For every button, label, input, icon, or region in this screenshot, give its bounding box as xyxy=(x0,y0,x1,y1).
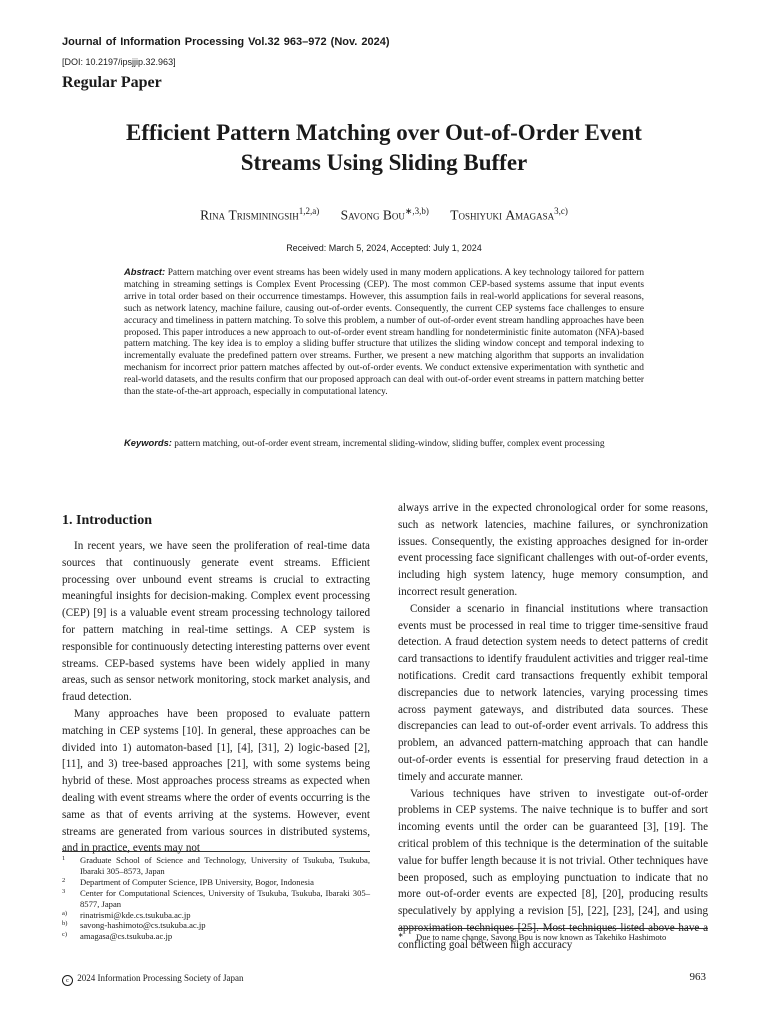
author-3-affiliation-marks: 3,c) xyxy=(554,206,568,216)
footnote-email[interactable]: amagasa@cs.tsukuba.ac.jp xyxy=(80,931,173,942)
footnote-mark: 3 xyxy=(62,887,66,895)
copyright-text: 2024 Information Processing Society of Japan xyxy=(77,973,244,983)
author-3-last-name: Amagasa xyxy=(505,207,555,223)
author-3 xyxy=(450,206,568,224)
footnote-mark: b) xyxy=(62,920,68,928)
right-column xyxy=(398,500,708,954)
author-2-first-name: Savong xyxy=(340,207,380,223)
footnote-mark: 1 xyxy=(62,855,66,862)
paper-title-line-1: Efficient Pattern Matching over Out-of-Order Event xyxy=(126,120,642,145)
author-1-first-name: Rina xyxy=(200,207,226,223)
footnote-mark: a) xyxy=(62,909,68,917)
body-paragraph: Consider a scenario in financial institutions where transaction events must be processed in real time to trigger time-sensitive fraud detection. A fraud detection system needs to detect patterns of credit card transactions to identify fraudulent activities and trigger real-time notifications. Credit card transactions frequently exhibit temporal discrepancies due to network latencies, varying processing times across payment gateways, and distributed data sources. These discrepancies can lead to out-of-order event arrivals. To address this problem, an advanced pattern-matching approach that can handle out-of-order events is essential for preserving fraud detection in a timely and accurate manner. xyxy=(398,602,708,783)
body-paragraph: Many approaches have been proposed to evaluate pattern matching in CEP systems [10]. In general, these approaches can be divided into 1) automaton-based [1], [4], [31], 2) logic-based [2], [11], and 3) tree-based approaches [21], with some systems being hybrid of these. Most approaches process streams as expected when dealing with event streams where the order of events occurring is the same as that of events arriving at the systems. However, event streams are generated from various sources in distributed systems, and in practice, events may not xyxy=(62,707,370,855)
footnote-email[interactable]: savong-hashimoto@cs.tsukuba.ac.jp xyxy=(80,920,206,931)
keywords-text: pattern matching, out-of-order event stream, incremental sliding-window, sliding buffer, complex event processing xyxy=(174,439,605,449)
page-number: 963 xyxy=(689,971,706,983)
footnote-text: Graduate School of Science and Technology, University of Tsukuba, Tsukuba, Ibaraki 305–8573, Japan xyxy=(80,855,370,876)
footnote-mark: ∗ xyxy=(398,932,404,939)
footnote-mark: c) xyxy=(62,931,68,939)
author-1-affiliation-marks: 1,2,a) xyxy=(298,206,320,216)
footnote-item xyxy=(62,931,370,942)
footnote-text: Due to name change, Savong Bou is now known as Takehiko Hashimoto xyxy=(416,932,667,942)
abstract-text: Pattern matching over event streams has been widely used in many modern applications. A key technology tailored for pattern matching in streaming settings is Complex Event Processing (CEP). The most common CEP-based systems assume that input events arrive in total order based on their occurrence timestamps. However, this assumption fails in real-world applications for several reasons, such as network latency, machine failure, causing out-of-order events. Consequently, the current CEP systems face challenges to ensure accuracy and timeliness in pattern matching. To solve this problem, a number of out-of-order event stream handling approaches have been proposed. This paper introduces a new approach to out-of-order event stream handling for nondeterministic finite automaton (NFA)-based pattern matching. The key idea is to employ a sliding buffer structure that utilizes the sliding window concept and temporal indexing to incrementally evaluate the predefined pattern over streams. Further, we present a new matching algorithm that supports an invalidation mechanism for incorrect prior pattern matches affected by out-of-order events. We conduct extensive experimentation with synthetic and real-world datasets, and the results confirm that our proposed approach can deal with out-of-order event streams in pattern matching better than the state-of-the-art approach, especially in computational latency. xyxy=(124,268,645,398)
abstract xyxy=(124,266,644,399)
abstract-label: Abstract: xyxy=(124,266,166,277)
author-2-last-name: Bou xyxy=(382,207,405,223)
author-3-first-name: Toshiyuki xyxy=(450,207,503,223)
author-2 xyxy=(341,206,429,224)
journal-citation: Journal of Information Processing Vol.32 963–972 (Nov. 2024) xyxy=(62,36,390,48)
footnote-email[interactable]: rinatrismi@kde.cs.tsukuba.ac.jp xyxy=(80,909,191,920)
section-heading-introduction: 1. Introduction xyxy=(62,513,152,528)
paper-title xyxy=(62,118,706,178)
author-1-last-name: Trisminingsih xyxy=(228,207,299,223)
body-paragraph: In recent years, we have seen the proliferation of real-time data sources that continuously generate event streams. Efficient processing over unbound event streams is crucial to extracting meaningful insights for decision-making. Complex event processing (CEP) [9] is a valuable event stream processing technology tailored for pattern matching in real-time settings. A CEP system is responsible for continuously detecting interesting patterns over event streams. CEP-based systems have been widely applied in many areas, such as sensor network monitoring, stock market analysis, and fraud detection. xyxy=(62,540,370,704)
author-list xyxy=(62,206,706,224)
keywords-label: Keywords: xyxy=(124,437,172,448)
author-2-affiliation-marks: ∗,3,b) xyxy=(404,206,429,216)
copyright-icon: c xyxy=(62,975,73,986)
footnote-item xyxy=(62,920,370,931)
footnote-rule xyxy=(62,851,370,852)
keywords xyxy=(124,436,644,451)
footnote-item xyxy=(398,932,708,943)
footnote-rule xyxy=(398,928,708,929)
body-paragraph: Various techniques have striven to investigate out-of-order problems in CEP systems. The naive technique is to buffer and sort incoming events until the order can be guaranteed [3], [19]. The critical problem of this technique is the determination of the suitable value for buffer length because it is not trivial. Other techniques have been proposed, such as employing punctuation to indicate that no more out-of-order events are expected [8], [20], producing results speculatively by applying a revision [5], [22], [23], [24], and using approximation techniques [25]. Most techniques listed above have a conflicting goal between high accuracy xyxy=(398,787,708,951)
footnote-mark: 2 xyxy=(62,876,66,884)
footnote-item xyxy=(62,888,370,910)
doi-label[interactable]: [DOI: 10.2197/ipsjjip.32.963] xyxy=(62,57,176,67)
footnote-text: Center for Computational Sciences, University of Tsukuba, Tsukuba, Ibaraki 305–8577, Japan xyxy=(80,887,370,909)
left-column xyxy=(62,512,370,857)
body-paragraph-continued: always arrive in the expected chronological order for some reasons, such as network latencies, machine failures, or synchronization issues. Consequently, the existing approaches designed for in-order event processing face significant challenges with out-of-order events, including high system latency, huge memory consumption, and incorrect result generation. xyxy=(398,502,708,598)
author-1 xyxy=(200,206,319,224)
footnote-text: Department of Computer Science, IPB University, Bogor, Indonesia xyxy=(80,876,314,887)
footnote-item xyxy=(62,855,370,877)
received-dates: Received: March 5, 2024, Accepted: July 1, 2024 xyxy=(286,243,482,253)
paper-type: Regular Paper xyxy=(62,74,162,91)
footnote-item xyxy=(62,877,370,888)
affiliation-footnotes xyxy=(62,851,370,942)
footnote-item xyxy=(62,910,370,921)
copyright-notice xyxy=(62,973,243,986)
paper-title-line-2: Streams Using Sliding Buffer xyxy=(240,150,528,175)
author-note-footnote xyxy=(398,928,708,943)
